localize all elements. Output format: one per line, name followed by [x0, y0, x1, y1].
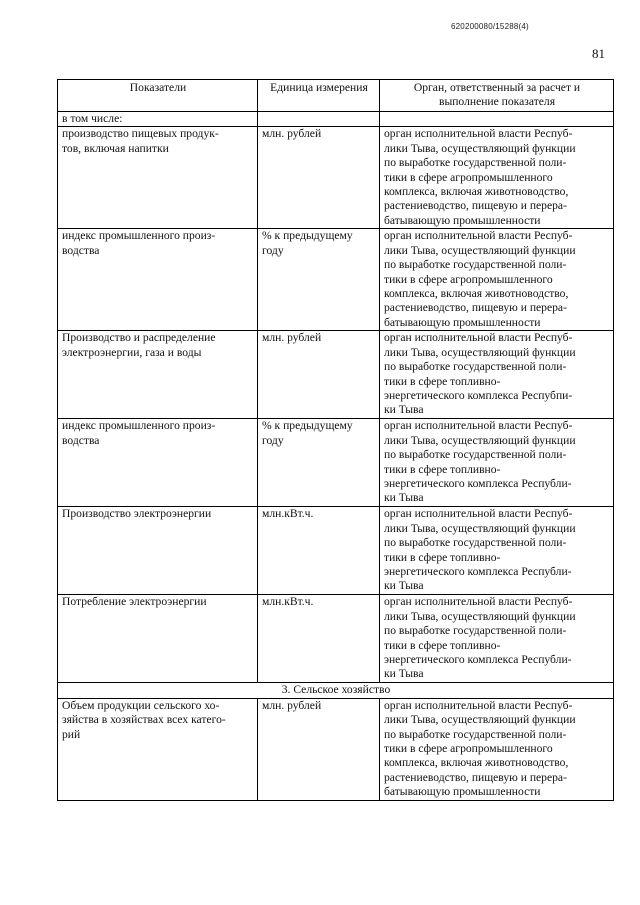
table-row — [58, 507, 614, 595]
table-header-row — [58, 80, 614, 112]
table-row — [58, 595, 614, 683]
authority-cell: орган исполнительной власти Респуб- лики Тыва, осуществляющий функции по выработке государственной поли- тики в сфере топливно- энергетического комплекса Республи- ки Тыва — [380, 419, 614, 507]
empty-cell — [380, 112, 614, 127]
table-row — [58, 698, 614, 800]
indicator-cell: производство пищевых продук- тов, включая напитки — [58, 127, 258, 229]
section-heading-row — [58, 683, 614, 698]
table-row-subheading — [58, 112, 614, 127]
authority-cell: орган исполнительной власти Респуб- лики Тыва, осуществляющий функции по выработке государственной поли- тики в сфере агропромышленного комплекса, включая животноводство, растениеводство, пищевую и перера- батывающую промышленности — [380, 229, 614, 331]
indicator-cell: индекс промышленного произ- водства — [58, 229, 258, 331]
table-row — [58, 229, 614, 331]
indicator-cell: индекс промышленного произ- водства — [58, 419, 258, 507]
indicator-cell: Потребление электроэнергии — [58, 595, 258, 683]
column-header-authority: Орган, ответственный за расчет и выполнение показателя — [380, 80, 614, 112]
indicator-cell: Объем продукции сельского хо- зяйства в хозяйствах всех катего- рий — [58, 698, 258, 800]
unit-cell: млн. рублей — [258, 331, 380, 419]
authority-cell: орган исполнительной власти Респуб- лики Тыва, осуществляющий функции по выработке государственной поли- тики в сфере топливно- энергетического комплекса Республи- ки Тыва — [380, 595, 614, 683]
unit-cell: % к предыдущему году — [258, 419, 380, 507]
indicators-table — [57, 79, 614, 801]
authority-cell: орган исполнительной власти Респуб- лики Тыва, осуществляющий функции по выработке государственной поли- тики в сфере топливно- энергетического комплекса Респубпи- ки Тыва — [380, 331, 614, 419]
unit-cell: млн.кВт.ч. — [258, 595, 380, 683]
indicator-cell: Производство электроэнергии — [58, 507, 258, 595]
empty-cell — [258, 112, 380, 127]
column-header-indicators: Показатели — [58, 80, 258, 112]
column-header-unit: Единица измерения — [258, 80, 380, 112]
table-row — [58, 419, 614, 507]
table-row — [58, 127, 614, 229]
authority-cell: орган исполнительной власти Респуб- лики Тыва, осуществляющий функции по выработке государственной поли- тики в сфере агропромышленного комплекса, включая животноводство, растениеводство, пищевую и перера- батывающую промышленности — [380, 127, 614, 229]
unit-cell: % к предыдущему году — [258, 229, 380, 331]
indicator-cell: Производство и распределение электроэнергии, газа и воды — [58, 331, 258, 419]
authority-cell: орган исполнительной власти Респуб- лики Тыва, осуществляющий функции по выработке государственной поли- тики в сфере топливно- энергетического комплекса Республи- ки Тыва — [380, 507, 614, 595]
document-id: 620200080/15288(4) — [451, 22, 529, 31]
authority-cell: орган исполнительной власти Респуб- лики Тыва, осуществляющий функции по выработке государственной поли- тики в сфере агропромышленного комплекса, включая животноводство, растениеводство, пищевую и перера- батывающую промышленности — [380, 698, 614, 800]
subheading-label: в том числе: — [58, 112, 258, 127]
unit-cell: млн. рублей — [258, 698, 380, 800]
section-title: 3. Сельское хозяйство — [58, 683, 614, 698]
unit-cell: млн.кВт.ч. — [258, 507, 380, 595]
table-row — [58, 331, 614, 419]
unit-cell: млн. рублей — [258, 127, 380, 229]
page-number: 81 — [592, 46, 605, 61]
